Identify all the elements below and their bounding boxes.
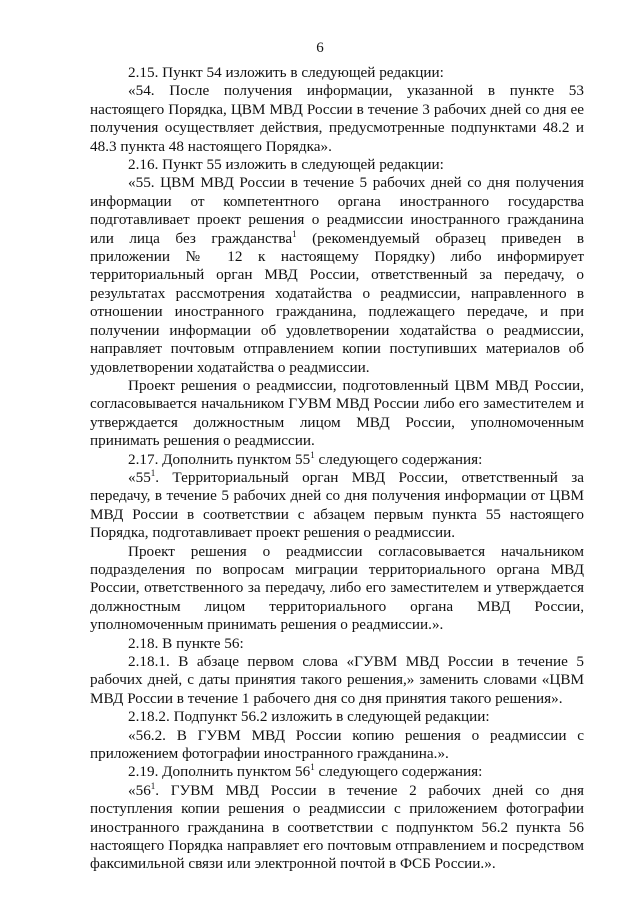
paragraph: 2.16. Пункт 55 изложить в следующей редакции: [128, 156, 444, 174]
paragraph: Проект решения о реадмиссии согласовывается начальником подразделения по вопросам миграции территориального органа МВД России, ответственного за передачу, либо его заместителем и утверждается должностным лицом территориального органа МВД России, уполномоченным принимать решения о реадмиссии.». [90, 542, 584, 634]
paragraph: «$56^1$. ГУВМ МВД России в течение 2 рабочих дней со дня поступления копии решения о реадмиссии с приложением фотографии иностранного гражданина в соответствии с подпунктом 56.2 пункта 56 настоящего Порядка направляет его почтовым отправлением и посредством факсимильной связи или электронной почтой в ФСБ России.». [90, 780, 584, 873]
paragraph: «56.2. В ГУВМ МВД России копию решения о реадмиссии с приложением фотографии иностранного гражданина.». [90, 726, 584, 763]
paragraph: 2.18.1. В абзаце первом слова «ГУВМ МВД России в течение 5 рабочих дней, с даты принятия такого решения,» заменить словами «ЦВМ МВД России в течение 1 рабочего дня со дня принятия такого решения». [90, 653, 584, 707]
footnote-mark: 1 [292, 228, 297, 239]
paragraph: «$55^1$. Территориальный орган МВД России, ответственный за передачу, в течение 5 рабочих дней со дня получения информации от ЦВМ МВД России в соответствии с абзацем первым пункта 55 настоящего Порядка, подготавливает проект решения о реадмиссии. [90, 467, 584, 542]
superscript: 1 [150, 467, 156, 478]
document-body [90, 64, 584, 874]
paragraph: «54. После получения информации, указанной в пункте 53 настоящего Порядка, ЦВМ МВД России в течение 3 рабочих дней со дня ее получения осуществляет действия, предусмотренные подпунктами 48.2 и 48.3 пункта 48 настоящего Порядка». [90, 82, 584, 155]
paragraph: 2.18. В пункте 56: [128, 634, 244, 652]
paragraph: «55. ЦВМ МВД России в течение 5 рабочих дней со дня получения информации от компетентного органа иностранного государства подготавливает проект решения о реадмиссии иностранного гражданина или лица без гражданства$^1$ (рекомендуемый образец приведен в приложении № 12 к настоящему Порядку) либо информирует территориальный орган МВД России, ответственный за передачу, о результатах рассмотрения ходатайства о реадмиссии, направленного в отношении иностранного гражданина, подлежащего передаче, и при получении информации об удовлетворении ходатайства о реадмиссии, направляет почтовым отправлением копии поступивших материалов об удовлетворении ходатайства о реадмиссии. [90, 174, 584, 376]
page-number: 6 [316, 40, 324, 56]
superscript: 1 [150, 780, 156, 791]
superscript: 1 [310, 449, 315, 460]
superscript: 1 [310, 762, 315, 773]
paragraph: 2.17. Дополнить пунктом $55^1$ следующего содержания: [128, 449, 483, 468]
paragraph: 2.15. Пункт 54 изложить в следующей редакции: [128, 64, 444, 81]
paragraph: 2.18.2. Подпункт 56.2 изложить в следующей редакции: [128, 708, 490, 726]
paragraph: Проект решения о реадмиссии, подготовленный ЦВМ МВД России, согласовывается начальником ГУВМ МВД России либо его заместителем и утверждается должностным лицом МВД России, уполномоченным принимать решения о реадмиссии. [90, 376, 584, 450]
paragraph: 2.19. Дополнить пунктом $56^1$ следующего содержания: [128, 762, 483, 781]
